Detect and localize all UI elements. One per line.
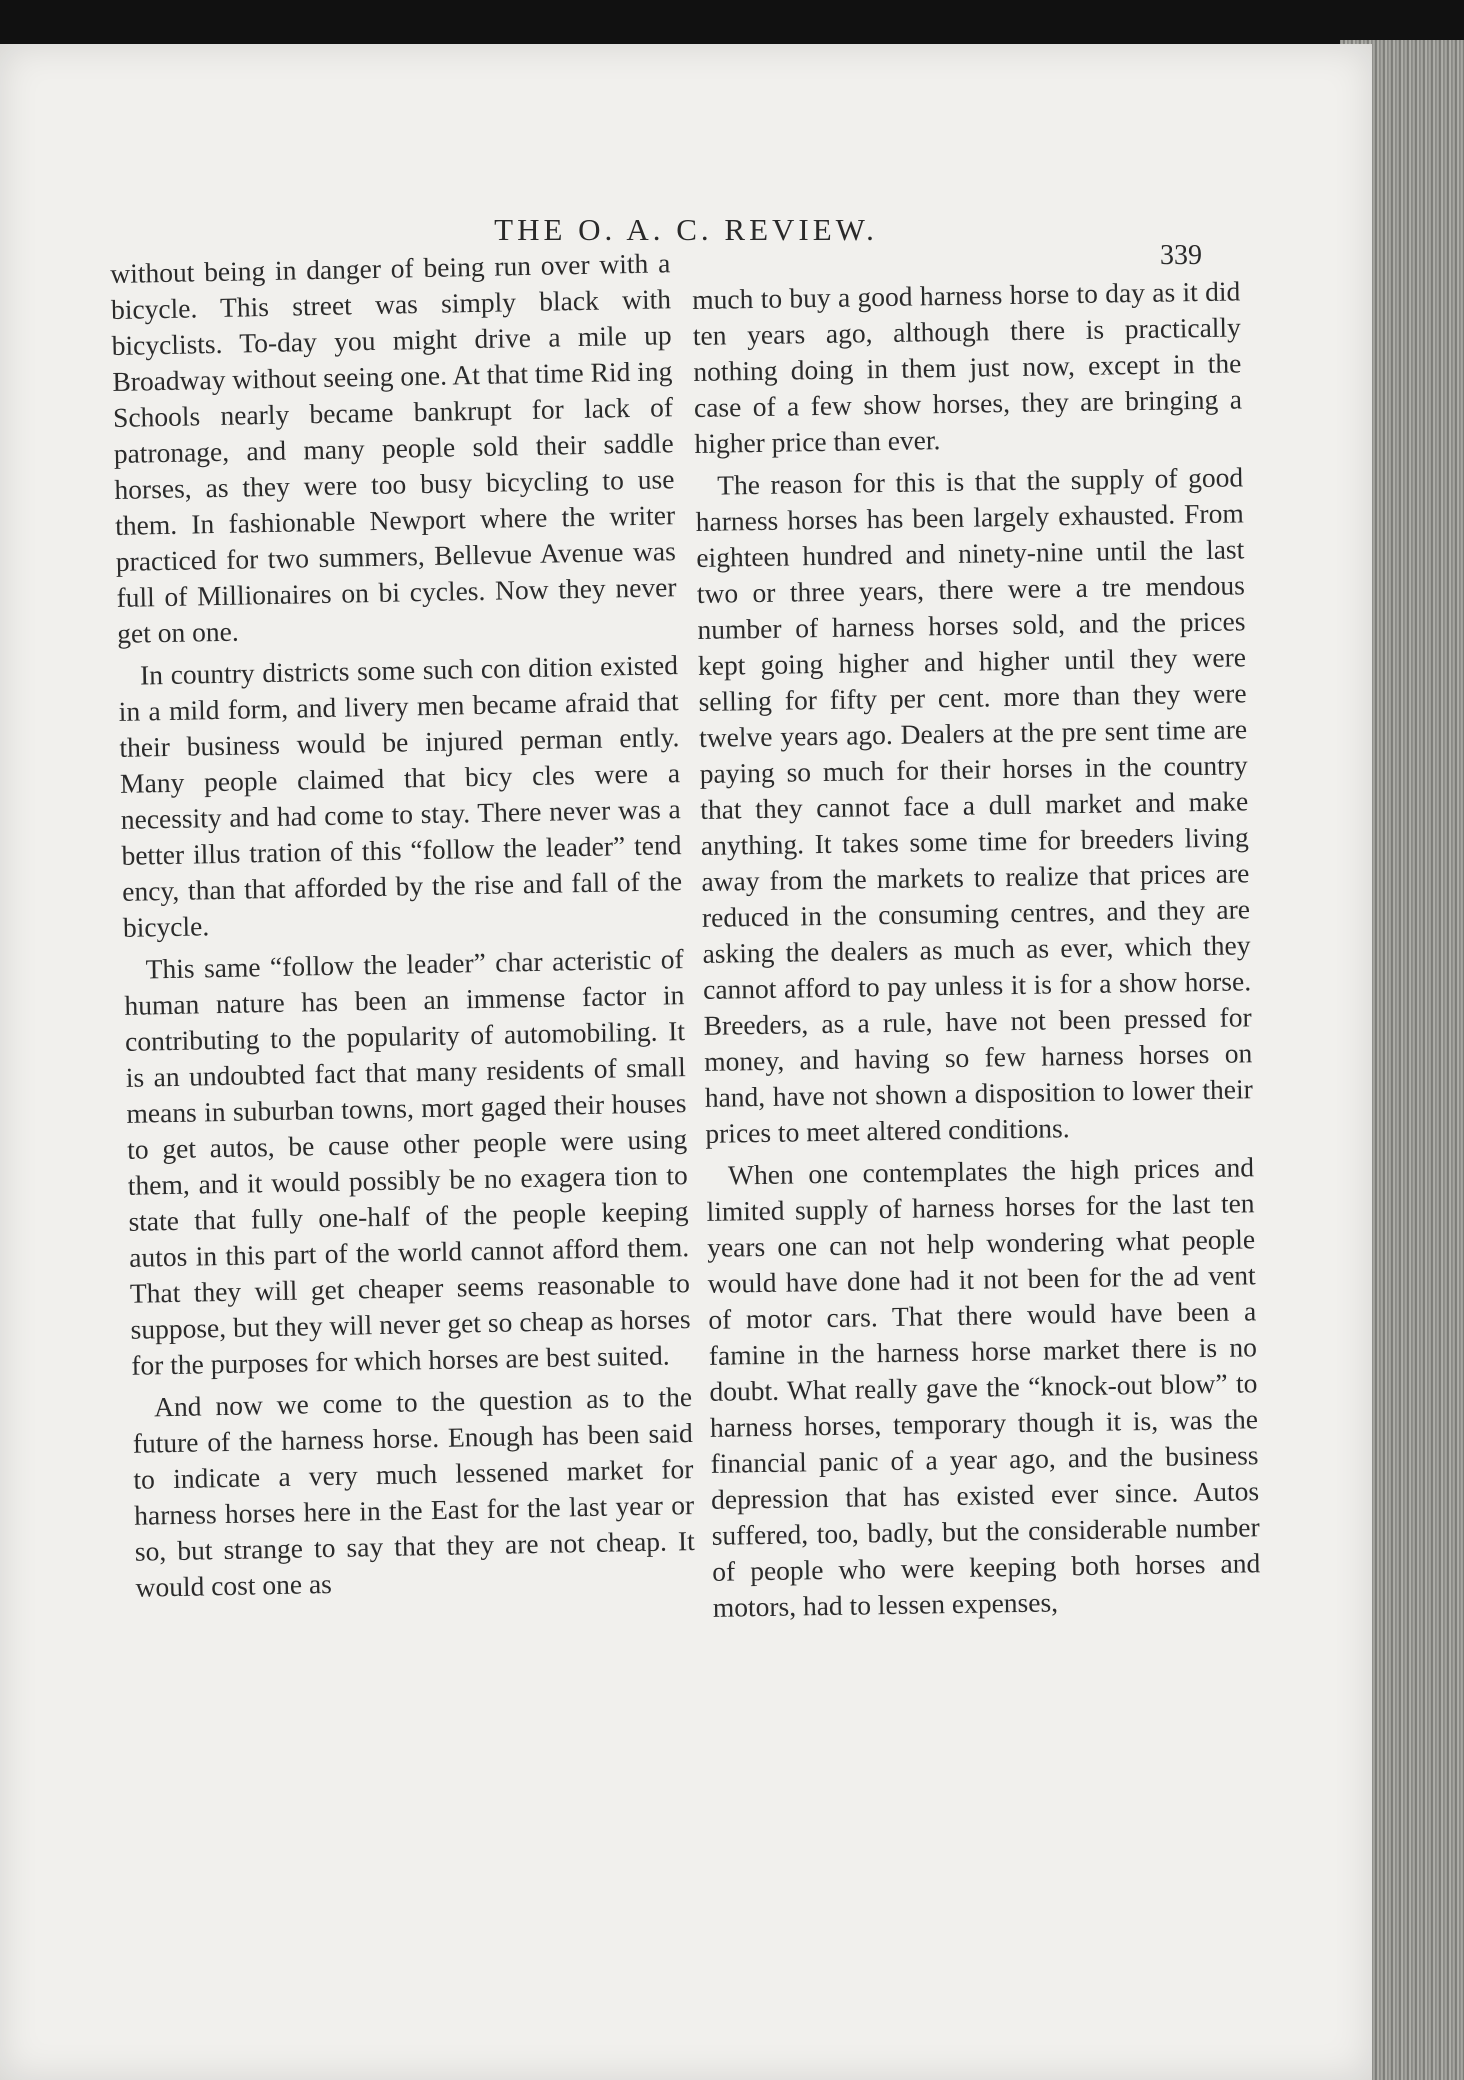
paragraph: In country districts some such con dition existed in a mild form, and livery men became afraid that their business would be injured perman ently. Many people claimed that bicy cles were a necessity and had come to stay. There never was a better illus tration of this “follow the leader” tend ency, than that afforded by the rise and fall of the bicycle. [118, 649, 683, 943]
page-number: 339 [1160, 240, 1202, 271]
paragraph: When one contemplates the high prices and limited supply of harness horses for the last ten years one can not help wondering what people would have done had it not been for the ad vent of motor cars. That there would have been a famine in the harness horse market there is no doubt. What really gave the “knock-out blow” to harness horses, temporary though it is, was the financial panic of a year ago, and the business depression that has existed ever since. Autos suffered, too, badly, but the considerable number of people who were keeping both horses and motors, had to lessen expenses, [706, 1151, 1261, 1623]
right-column [692, 273, 1261, 1631]
paragraph: without being in danger of being run over with a bicycle. This street was simply black with bicyclists. To-day you might drive a mile up Broadway without seeing one. At that time Rid ing Schools nearly became bankrupt for lack of patronage, and many people sold their saddle horses, as they were too busy bicycling to use them. In fashionable Newport where the writer practiced for two summers, Bellevue Avenue was full of Millionaires on bi cycles. Now they never get on one. [110, 247, 677, 649]
paragraph: The reason for this is that the supply of good harness horses has been largely exhausted. From eighteen hundred and ninety-nine until the last two or three years, there were a tre mendous number of harness horses sold, and the prices kept going higher and higher until they were selling for fifty per cent. more than they were twelve years ago. Dealers at the pre sent time are paying so much for their horses in the country that they cannot face a dull market and make anything. It takes some time for breeders living away from the markets to realize that prices are reduced in the consuming centres, and they are asking the dealers as much as ever, which they cannot afford to pay unless it is for a show horse. Breeders, as a rule, have not been pressed for money, and having so few harness horses on hand, have not shown a disposition to lower their prices to meet altered conditions. [695, 461, 1253, 1149]
paragraph: And now we come to the question as to the future of the harness horse. Enough has been said to indicate a very much lessened market for harness horses here in the East for the last year or so, but strange to say that they are not cheap. It would cost one as [132, 1381, 696, 1603]
running-title: THE O. A. C. REVIEW. [494, 212, 878, 247]
book-page [0, 44, 1372, 2080]
paragraph: This same “follow the leader” char acteristic of human nature has been an immense factor in contributing to the popularity of automobiling. It is an undoubted fact that many residents of small means in suburban towns, mort gaged their houses to get autos, be cause other people were using them, and it would possibly be no exagera tion to state that fully one-half of the people keeping autos in this part of the world cannot afford them. That they will get cheaper seems reasonable to suppose, but they will never get so cheap as horses for the purposes for which horses are best suited. [124, 943, 691, 1381]
paragraph: much to buy a good harness horse to day as it did ten years ago, although there is practically nothing doing in them just now, except in the case of a few show horses, they are bringing a higher price than ever. [692, 275, 1243, 459]
left-column [110, 245, 696, 1612]
